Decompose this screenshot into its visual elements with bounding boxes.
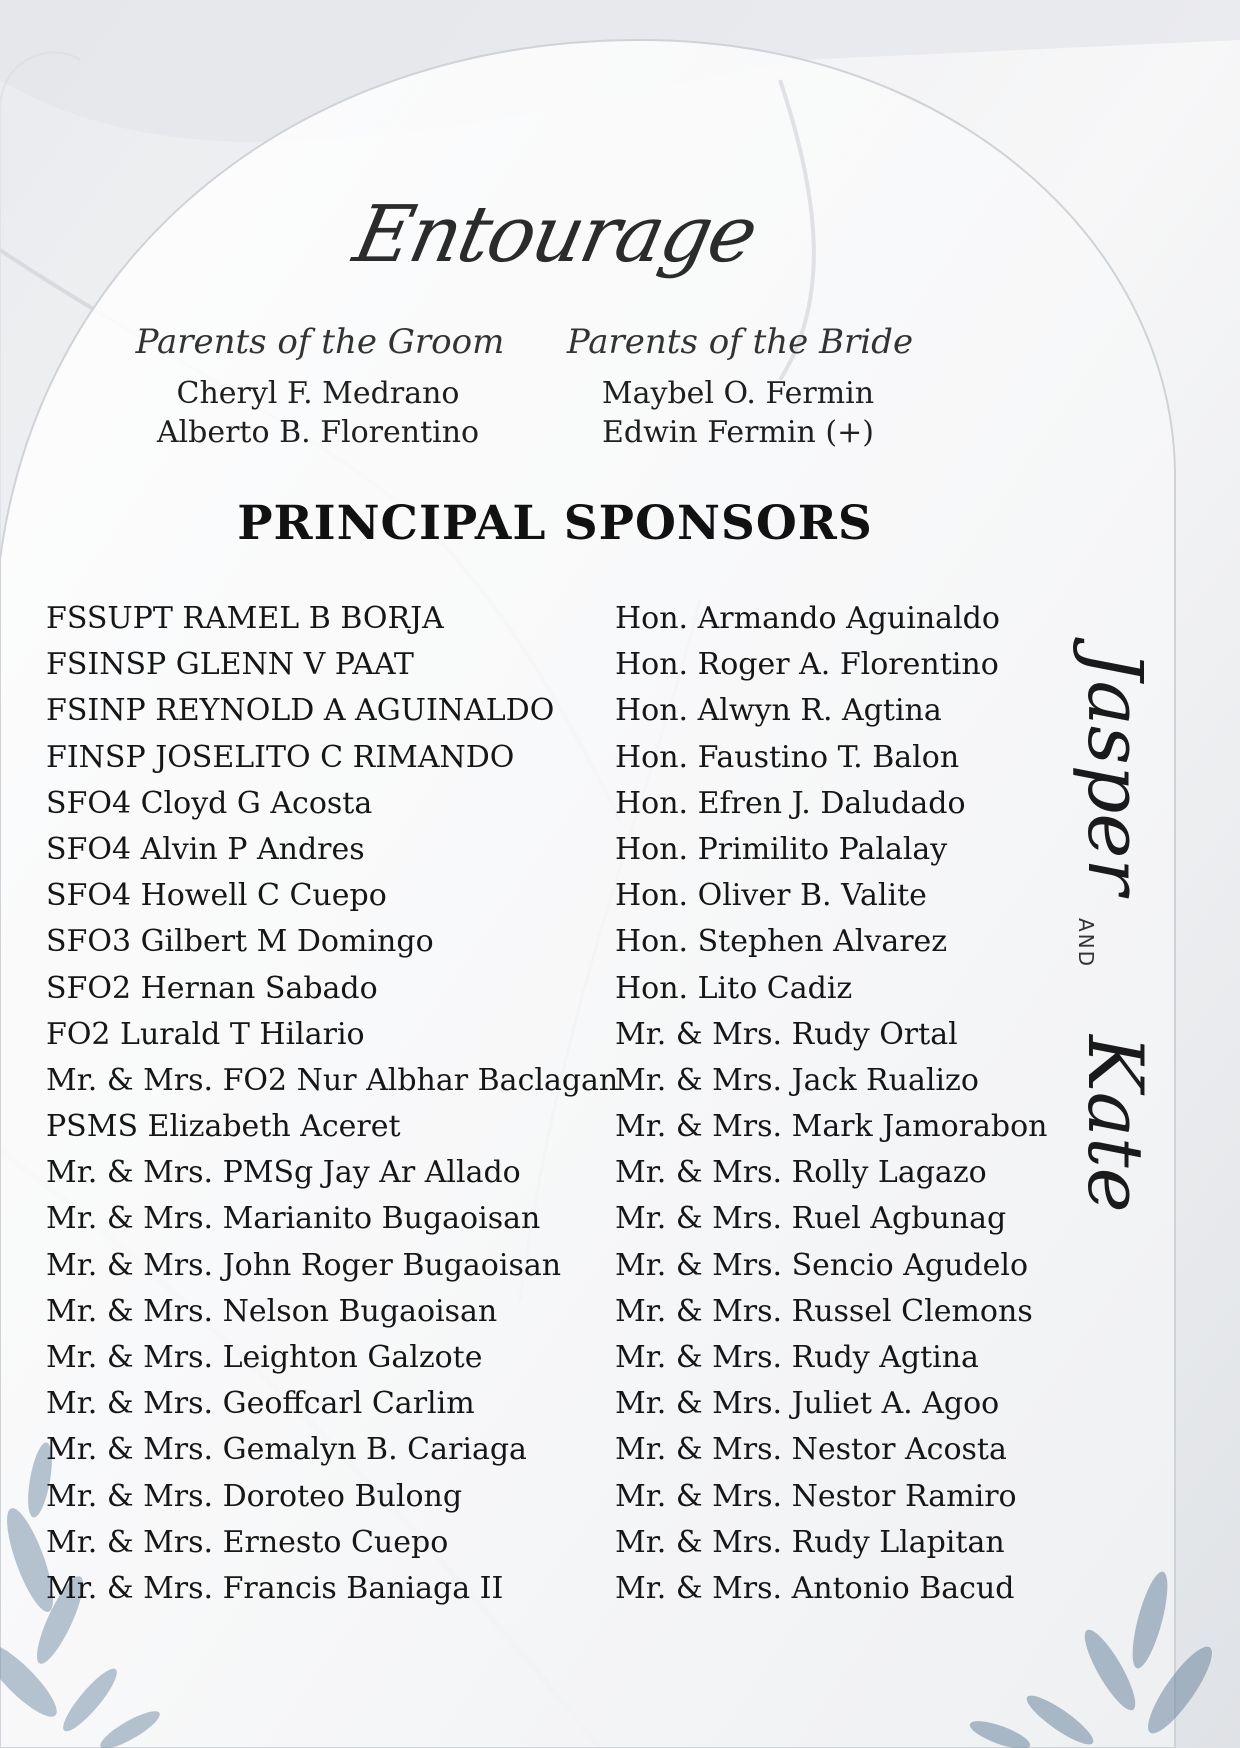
sponsor-name: Mr. & Mrs. Mark Jamorabon — [615, 1109, 1048, 1145]
sponsor-name: Mr. & Mrs. FO2 Nur Albhar Baclagan — [46, 1062, 619, 1098]
sponsor-name: Mr. & Mrs. Nelson Bugaoisan — [46, 1293, 498, 1329]
sponsor-name: Hon. Roger A. Florentino — [615, 647, 999, 683]
sponsors-left-column — [46, 596, 618, 1612]
sponsor-name: Mr. & Mrs. Doroteo Bulong — [46, 1478, 463, 1514]
sponsor-name: Hon. Efren J. Daludado — [615, 785, 966, 821]
sponsor-name: Hon. Oliver B. Valite — [615, 878, 927, 914]
sponsor-name: Hon. Faustino T. Balon — [615, 739, 960, 775]
groom-parent-name: Cheryl F. Medrano — [176, 376, 460, 411]
sponsor-name: SFO4 Howell C Cuepo — [46, 878, 387, 914]
sponsor-name: Mr. & Mrs. Antonio Bacud — [615, 1570, 1015, 1606]
sponsor-name: FINSP JOSELITO C RIMANDO — [46, 739, 515, 775]
sponsor-name: Mr. & Mrs. Juliet A. Agoo — [615, 1386, 1000, 1422]
sponsor-name: Mr. & Mrs. Sencio Agudelo — [615, 1247, 1029, 1283]
groom-parent-name: Alberto B. Florentino — [156, 415, 480, 450]
sponsor-name: Mr. & Mrs. Francis Baniaga II — [46, 1570, 504, 1606]
sponsor-name: SFO3 Gilbert M Domingo — [46, 924, 434, 960]
sponsor-name: PSMS Elizabeth Aceret — [46, 1109, 401, 1145]
sponsor-name: SFO2 Hernan Sabado — [46, 970, 378, 1006]
sponsor-name: SFO4 Cloyd G Acosta — [46, 785, 373, 821]
sponsor-name: Mr. & Mrs. Rolly Lagazo — [615, 1155, 987, 1191]
couple-groom-name: Jasper — [1071, 650, 1160, 895]
sponsor-name: FSINSP GLENN V PAAT — [46, 647, 414, 683]
sponsor-name: Mr. & Mrs. Rudy Llapitan — [615, 1524, 1005, 1560]
sponsor-name: SFO4 Alvin P Andres — [46, 831, 365, 867]
sponsor-name: Mr. & Mrs. Nestor Acosta — [615, 1432, 1007, 1468]
sponsor-name: Mr. & Mrs. Marianito Bugaoisan — [46, 1201, 541, 1237]
parents-of-bride-names — [538, 374, 938, 452]
sponsor-name: Mr. & Mrs. John Roger Bugaoisan — [46, 1247, 562, 1283]
parents-of-groom-heading: Parents of the Groom — [135, 322, 505, 362]
sponsor-name: Mr. & Mrs. Jack Rualizo — [615, 1062, 979, 1098]
sponsor-name: Mr. & Mrs. Ruel Agbunag — [615, 1201, 1007, 1237]
entourage-title: Entourage — [346, 190, 764, 280]
bride-parent-name: Edwin Fermin (+) — [602, 415, 874, 450]
sponsor-name: FO2 Lurald T Hilario — [46, 1016, 365, 1052]
sponsor-name: Mr. & Mrs. Geoffcarl Carlim — [46, 1386, 475, 1422]
sponsor-name: FSSUPT RAMEL B BORJA — [46, 601, 444, 636]
sponsor-name: Hon. Alwyn R. Agtina — [615, 693, 942, 729]
sponsor-name: Hon. Armando Aguinaldo — [615, 601, 1000, 636]
couple-bride-name: Kate — [1071, 1035, 1160, 1213]
parents-of-bride-heading: Parents of the Bride — [566, 322, 914, 362]
sponsor-name: FSINP REYNOLD A AGUINALDO — [46, 693, 555, 729]
sponsor-name: Hon. Lito Cadiz — [615, 970, 853, 1006]
sponsor-name: Mr. & Mrs. Russel Clemons — [615, 1293, 1033, 1329]
sponsor-name: Mr. & Mrs. Rudy Agtina — [615, 1340, 979, 1375]
sponsors-right-column — [615, 596, 1048, 1612]
couple-and-text: AND — [1074, 918, 1098, 969]
sponsor-name: Hon. Stephen Alvarez — [615, 924, 948, 960]
sponsor-name: Mr. & Mrs. PMSg Jay Ar Allado — [46, 1155, 521, 1191]
sponsor-name: Hon. Primilito Palalay — [615, 831, 948, 867]
sponsor-name: Mr. & Mrs. Leighton Galzote — [46, 1340, 483, 1375]
sponsor-name: Mr. & Mrs. Nestor Ramiro — [615, 1478, 1017, 1514]
sponsor-name: Mr. & Mrs. Rudy Ortal — [615, 1016, 958, 1052]
sponsor-name: Mr. & Mrs. Gemalyn B. Cariaga — [46, 1432, 527, 1468]
parents-of-groom-names — [118, 374, 518, 452]
bride-parent-name: Maybel O. Fermin — [601, 376, 875, 411]
sponsor-name: Mr. & Mrs. Ernesto Cuepo — [46, 1524, 449, 1560]
principal-sponsors-title: PRINCIPAL SPONSORS — [237, 496, 873, 551]
